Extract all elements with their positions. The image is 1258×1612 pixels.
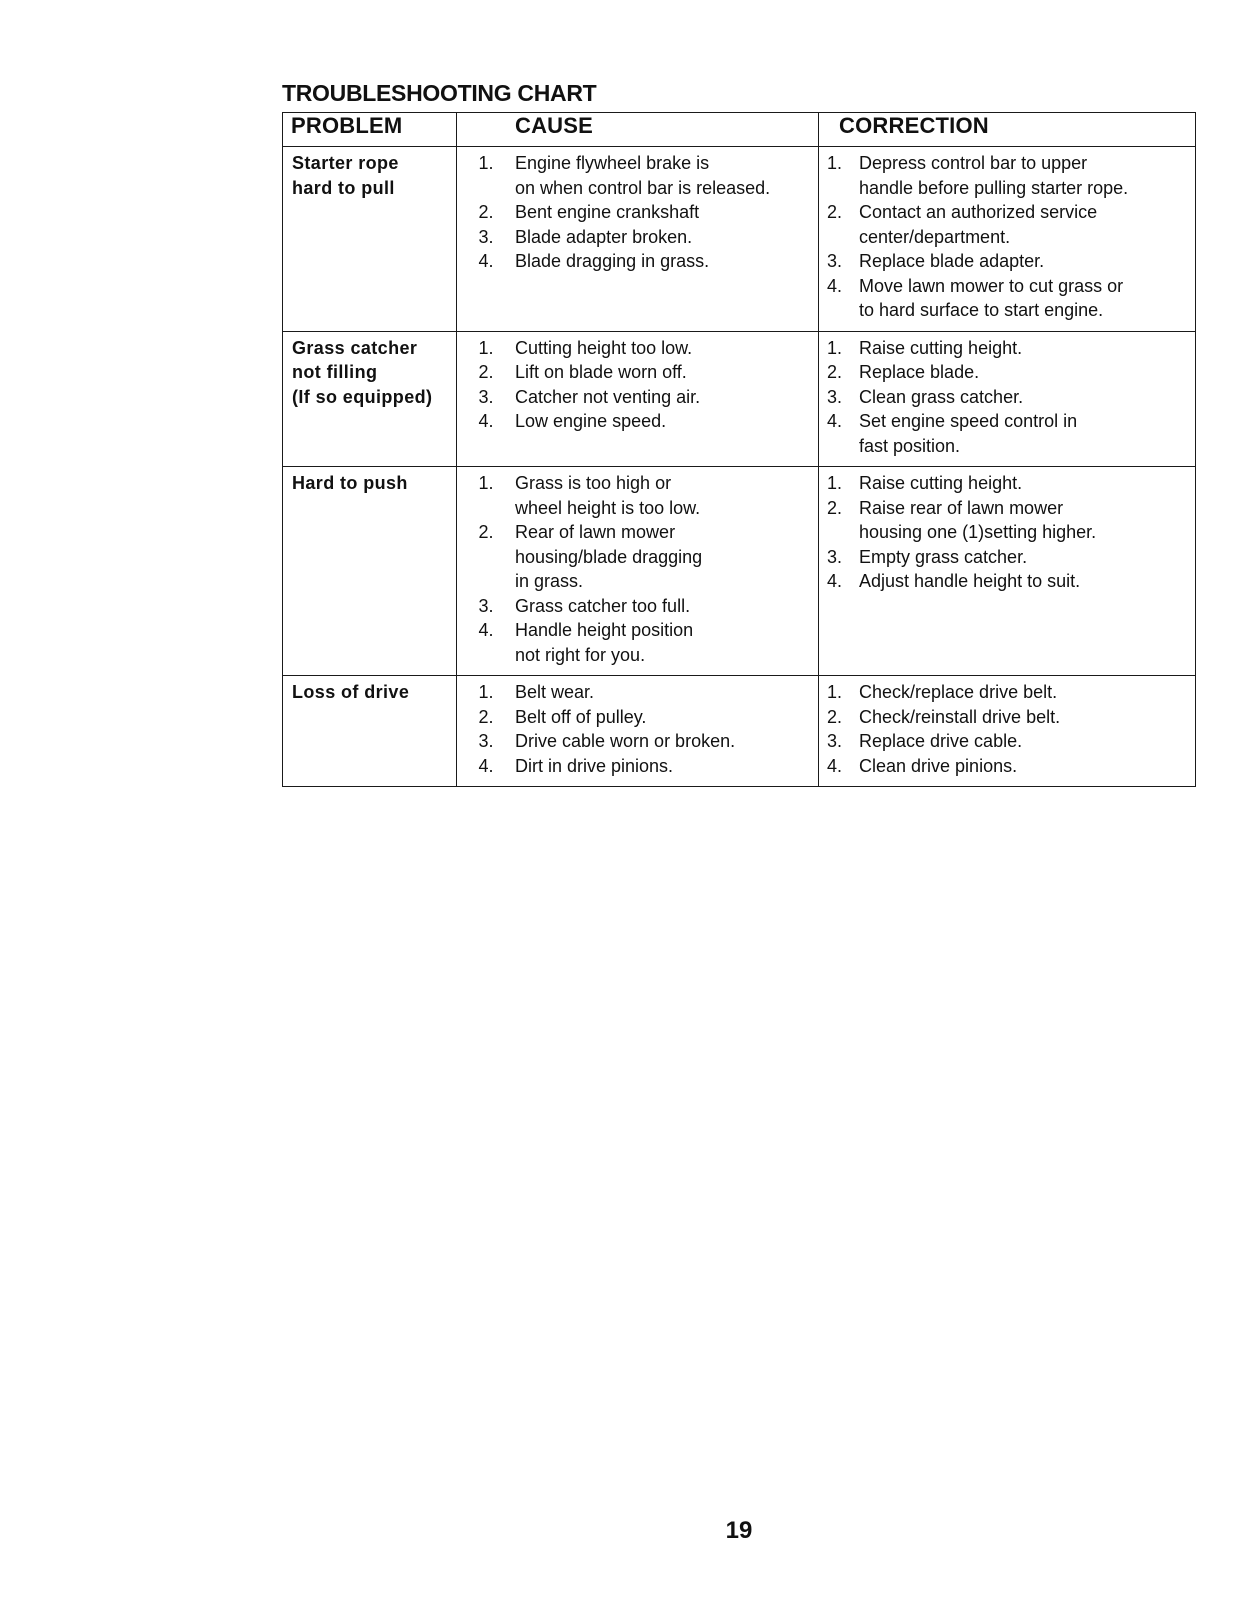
list-item	[457, 520, 814, 594]
item-text: Rear of lawn mower housing/blade dragging in grass.	[515, 522, 703, 591]
list-item	[819, 409, 1191, 458]
problem-text: Grass catcher not filling (If so equipped)	[292, 337, 433, 407]
item-number: 3.	[827, 731, 843, 751]
list-item	[457, 409, 814, 434]
cause-cell	[457, 331, 819, 467]
list-item	[819, 360, 1191, 385]
list-item	[457, 754, 814, 779]
item-text: Catcher not venting air.	[515, 386, 701, 407]
list-item	[819, 249, 1191, 274]
item-number: 2.	[827, 362, 843, 382]
item-number: 1.	[827, 682, 843, 702]
list-item	[457, 225, 814, 250]
item-number: 1.	[827, 337, 843, 358]
header-row	[283, 113, 1196, 147]
item-text: Replace blade adapter.	[859, 251, 1045, 271]
item-number: 3.	[478, 595, 494, 616]
item-text: Belt off of pulley.	[515, 706, 647, 727]
item-text: Contact an authorized service center/department.	[859, 202, 1098, 247]
item-number: 1.	[827, 153, 843, 173]
problem-cell	[283, 331, 457, 467]
problem-cell	[283, 467, 457, 676]
item-text: Check/replace drive belt.	[859, 682, 1058, 702]
item-number: 4.	[827, 571, 843, 591]
list-item	[457, 618, 814, 667]
item-number: 2.	[478, 362, 494, 382]
correction-cell	[819, 467, 1196, 676]
page-number: 19	[725, 1517, 753, 1544]
item-number: 1.	[478, 337, 494, 358]
list-item	[457, 151, 814, 200]
list-item	[819, 336, 1191, 361]
item-number: 1.	[478, 682, 494, 702]
item-text: Replace drive cable.	[859, 731, 1023, 751]
item-text: Grass catcher too full.	[515, 595, 691, 616]
correction-header: CORRECTION	[819, 113, 1196, 147]
list-item	[819, 471, 1191, 496]
table-row	[283, 676, 1196, 787]
list-item	[819, 754, 1191, 779]
table-row	[283, 467, 1196, 676]
list-item	[819, 680, 1191, 705]
cause-header: CAUSE	[457, 113, 819, 147]
list-item	[457, 336, 814, 361]
item-number: 3.	[478, 386, 494, 407]
item-number: 2.	[827, 497, 843, 518]
list-item	[819, 385, 1191, 410]
list-item	[819, 569, 1191, 594]
table-row	[283, 331, 1196, 467]
item-number: 4.	[478, 755, 494, 776]
table-row	[283, 147, 1196, 332]
chart-title: TROUBLESHOOTING CHART	[282, 80, 597, 106]
item-number: 4.	[478, 620, 494, 640]
item-number: 3.	[478, 226, 494, 247]
item-number: 1.	[827, 473, 843, 493]
cause-cell	[457, 467, 819, 676]
list-item	[457, 249, 814, 274]
item-text: Blade dragging in grass.	[515, 251, 710, 271]
item-text: Set engine speed control in fast position.	[859, 411, 1078, 456]
item-text: Belt wear.	[515, 682, 595, 702]
item-text: Engine flywheel brake is on when control bar is released.	[515, 153, 771, 198]
item-text: Raise cutting height.	[859, 473, 1023, 493]
item-number: 4.	[478, 411, 494, 431]
problem-header: PROBLEM	[283, 113, 457, 147]
problem-cell	[283, 147, 457, 332]
item-text: Grass is too high or wheel height is too low.	[515, 473, 701, 518]
list-item	[457, 360, 814, 385]
list-item	[819, 705, 1191, 730]
item-text: Clean grass catcher.	[859, 386, 1024, 407]
item-number: 2.	[478, 706, 494, 727]
item-text: Drive cable worn or broken.	[515, 731, 736, 751]
item-text: Bent engine crankshaft	[515, 202, 700, 222]
list-item	[457, 385, 814, 410]
item-number: 1.	[478, 153, 494, 173]
item-text: Lift on blade worn off.	[515, 362, 687, 382]
item-number: 4.	[827, 275, 843, 296]
problem-text: Starter rope hard to pull	[292, 153, 399, 198]
item-number: 2.	[478, 202, 494, 222]
list-item	[457, 471, 814, 520]
correction-cell	[819, 147, 1196, 332]
list-item	[457, 680, 814, 705]
list-item	[819, 151, 1191, 200]
item-text: Replace blade.	[859, 362, 980, 382]
item-number: 4.	[827, 755, 843, 776]
item-text: Cutting height too low.	[515, 337, 693, 358]
item-text: Empty grass catcher.	[859, 546, 1028, 567]
item-text: Handle height position not right for you.	[515, 620, 694, 665]
item-number: 1.	[478, 473, 494, 493]
item-text: Depress control bar to upper handle before pulling starter rope.	[859, 153, 1129, 198]
item-number: 4.	[478, 251, 494, 271]
item-number: 2.	[478, 522, 494, 542]
item-number: 3.	[827, 546, 843, 567]
item-text: Raise cutting height.	[859, 337, 1023, 358]
list-item	[819, 274, 1191, 323]
item-number: 3.	[827, 251, 843, 271]
item-text: Move lawn mower to cut grass or to hard surface to start engine.	[859, 275, 1124, 320]
item-number: 2.	[827, 202, 843, 222]
correction-cell	[819, 331, 1196, 467]
cause-cell	[457, 147, 819, 332]
list-item	[819, 545, 1191, 570]
problem-text: Hard to push	[292, 473, 408, 493]
item-text: Clean drive pinions.	[859, 755, 1018, 776]
item-text: Blade adapter broken.	[515, 226, 693, 247]
list-item	[457, 200, 814, 225]
item-text: Check/reinstall drive belt.	[859, 706, 1061, 727]
list-item	[819, 729, 1191, 754]
item-number: 2.	[827, 706, 843, 727]
item-number: 3.	[827, 386, 843, 407]
troubleshooting-table	[282, 112, 1196, 787]
correction-cell	[819, 676, 1196, 787]
list-item	[457, 705, 814, 730]
list-item	[457, 594, 814, 619]
item-text: Low engine speed.	[515, 411, 667, 431]
cause-cell	[457, 676, 819, 787]
item-text: Raise rear of lawn mower housing one (1)setting higher.	[859, 497, 1097, 542]
list-item	[457, 729, 814, 754]
problem-cell	[283, 676, 457, 787]
list-item	[819, 496, 1191, 545]
item-text: Dirt in drive pinions.	[515, 755, 674, 776]
item-number: 4.	[827, 411, 843, 431]
list-item	[819, 200, 1191, 249]
item-number: 3.	[478, 731, 494, 751]
problem-text: Loss of drive	[292, 682, 410, 702]
item-text: Adjust handle height to suit.	[859, 571, 1081, 591]
